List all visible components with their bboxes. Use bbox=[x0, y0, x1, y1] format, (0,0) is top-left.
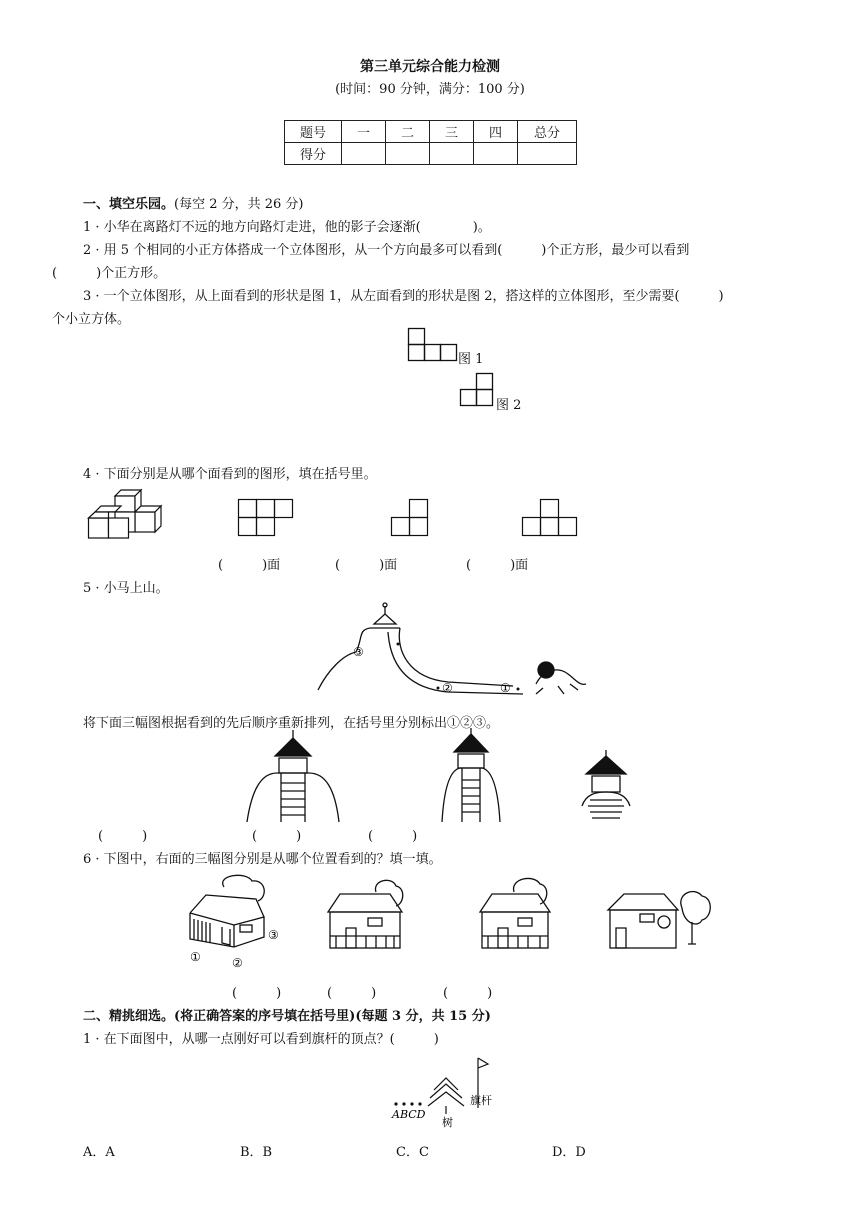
house-side-tree-figure bbox=[606, 884, 714, 952]
score-input-cell[interactable] bbox=[518, 143, 577, 165]
question-1-2-cont: ( )个正方形。 bbox=[52, 266, 167, 281]
pavilion-view-a bbox=[247, 728, 339, 822]
answer-blank[interactable]: ( ) bbox=[252, 829, 302, 844]
question-1-2: 2 · 用 5 个相同的小正方体搭成一个立体图形，从一个方向最多可以看到( )个正方形，最少可以看到 bbox=[83, 243, 690, 258]
points-label: ABCD bbox=[392, 1108, 426, 1121]
question-1-3: 3 · 一个立体图形，从上面看到的形状是图 1，从左面看到的形状是图 2，搭这样的立体图形，至少需要( ) bbox=[83, 289, 724, 304]
question-1-4: 4 · 下面分别是从哪个面看到的图形，填在括号里。 bbox=[83, 467, 377, 482]
path-mark: ③ bbox=[353, 645, 364, 659]
cube-stack-figure bbox=[88, 490, 166, 544]
flagpole-tree-diagram bbox=[390, 1052, 502, 1128]
position-mark: ① bbox=[190, 950, 201, 964]
section1-heading-line bbox=[83, 193, 304, 212]
question-1-5: 5 · 小马上山。 bbox=[83, 581, 169, 596]
answer-blank[interactable]: ( )面 bbox=[218, 558, 281, 573]
score-table-header-row bbox=[285, 121, 577, 143]
answer-blank[interactable]: ( )面 bbox=[335, 558, 398, 573]
question-1-6: 6 · 下图中，右面的三幅图分别是从哪个位置看到的？填一填。 bbox=[83, 852, 442, 867]
answer-blank[interactable]: ( )面 bbox=[466, 558, 529, 573]
tree-label: 树 bbox=[442, 1116, 453, 1129]
section1-heading: 一、填空乐园。 bbox=[83, 197, 175, 212]
question-1-5-instruction: 将下面三幅图根据看到的先后顺序重新排列，在括号里分别标出①②③。 bbox=[83, 716, 500, 731]
pavilion-view-b bbox=[438, 728, 504, 822]
score-table-cell: 总分 bbox=[518, 121, 577, 143]
answer-blank[interactable]: ( ) bbox=[443, 986, 493, 1001]
question-2-1: 1 · 在下面图中，从哪一点刚好可以看到旗杆的顶点？( ) bbox=[83, 1032, 439, 1047]
view-figure-b bbox=[391, 499, 429, 537]
answer-blank[interactable]: ( ) bbox=[327, 986, 377, 1001]
score-input-cell[interactable] bbox=[386, 143, 430, 165]
figure-1-label: 图 1 bbox=[458, 352, 484, 367]
section2-heading: 二、精挑细选。 bbox=[83, 1009, 175, 1024]
house-perspective-figure bbox=[186, 875, 282, 970]
house-front-figure bbox=[326, 878, 404, 952]
score-table-cell: 二 bbox=[386, 121, 430, 143]
score-table bbox=[284, 120, 577, 165]
section2-note: (将正确答案的序号填在括号里)(每题 3 分，共 15 分) bbox=[174, 1009, 491, 1024]
figure-2-label: 图 2 bbox=[496, 398, 522, 413]
score-table-score-row bbox=[285, 143, 577, 165]
house-front-tree-figure bbox=[478, 878, 552, 952]
position-mark: ② bbox=[232, 956, 243, 970]
score-table-cell: 题号 bbox=[285, 121, 342, 143]
page-title: 第三单元综合能力检测 bbox=[360, 59, 500, 75]
pavilion-view-c bbox=[576, 750, 636, 822]
score-table-cell: 得分 bbox=[285, 143, 342, 165]
option-c[interactable]: C．C bbox=[396, 1145, 429, 1160]
section2-heading-line bbox=[83, 1005, 491, 1024]
answer-blank[interactable]: ( ) bbox=[368, 829, 418, 844]
score-input-cell[interactable] bbox=[474, 143, 518, 165]
view-figure-a bbox=[238, 499, 294, 537]
flagpole-label: 旗杆 bbox=[470, 1094, 492, 1107]
figure-1-top-view bbox=[408, 328, 458, 362]
score-table-cell: 三 bbox=[430, 121, 474, 143]
section1-note: (每空 2 分，共 26 分) bbox=[174, 197, 304, 212]
view-figure-c bbox=[522, 499, 578, 537]
score-table-cell: 四 bbox=[474, 121, 518, 143]
position-mark: ③ bbox=[268, 928, 279, 942]
option-d[interactable]: D．D bbox=[552, 1145, 586, 1160]
path-mark: ② bbox=[442, 681, 453, 695]
score-table-cell: 一 bbox=[342, 121, 386, 143]
option-a[interactable]: A．A bbox=[83, 1145, 115, 1160]
score-input-cell[interactable] bbox=[430, 143, 474, 165]
figure-2-left-view bbox=[460, 372, 496, 408]
mountain-path-illustration bbox=[318, 600, 590, 696]
question-1-1: 1 · 小华在离路灯不远的地方向路灯走进，他的影子会逐渐( )。 bbox=[83, 220, 491, 235]
question-1-3-cont: 个小立方体。 bbox=[52, 312, 131, 327]
page-subtitle: (时间：90 分钟，满分：100 分) bbox=[335, 82, 525, 97]
path-mark: ① bbox=[500, 681, 511, 695]
answer-blank[interactable]: ( ) bbox=[98, 829, 148, 844]
option-b[interactable]: B．B bbox=[240, 1145, 273, 1160]
answer-blank[interactable]: ( ) bbox=[232, 986, 282, 1001]
score-input-cell[interactable] bbox=[342, 143, 386, 165]
